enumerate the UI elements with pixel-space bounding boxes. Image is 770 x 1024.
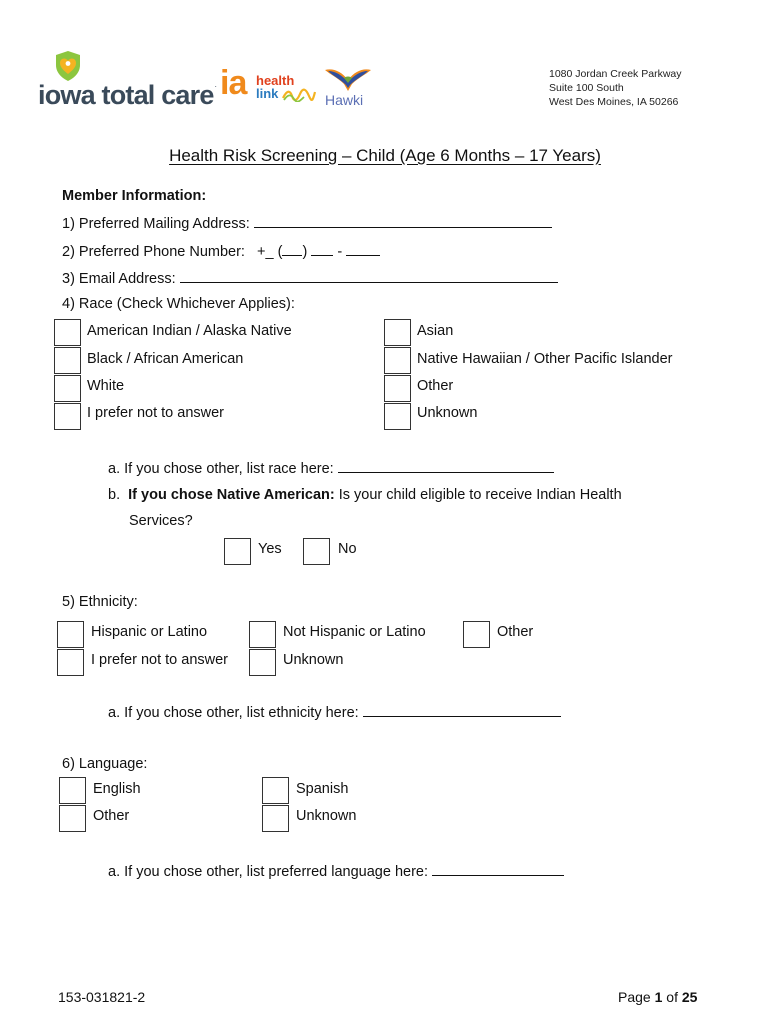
race-option-black: Black / African American bbox=[87, 351, 244, 367]
indian-health-yes-label: Yes bbox=[258, 541, 282, 557]
race-option-white: White bbox=[87, 378, 125, 394]
phone-area-code-field[interactable] bbox=[282, 242, 302, 256]
mailing-address-label: 1) Preferred Mailing Address: bbox=[62, 216, 250, 232]
race-checkbox-native-hawaiian[interactable] bbox=[384, 347, 411, 374]
language-checkbox-spanish[interactable] bbox=[262, 777, 289, 804]
language-other-field[interactable] bbox=[432, 862, 564, 876]
indian-health-prefix: b. bbox=[108, 487, 121, 503]
ethnicity-other-label: a. If you chose other, list ethnicity here: bbox=[108, 705, 359, 721]
race-checkbox-prefer-not[interactable] bbox=[54, 403, 81, 430]
language-checkbox-english[interactable] bbox=[59, 777, 86, 804]
language-option-english: English bbox=[93, 781, 141, 797]
ethnicity-checkbox-not-hispanic[interactable] bbox=[249, 621, 276, 648]
email-label: 3) Email Address: bbox=[62, 271, 176, 287]
email-field[interactable] bbox=[180, 269, 558, 283]
address-line-3: West Des Moines, IA 50266 bbox=[549, 96, 679, 108]
phone-paren-close: ) bbox=[302, 244, 308, 260]
indian-health-question bbox=[108, 487, 622, 503]
ethnicity-checkbox-prefer-not[interactable] bbox=[57, 649, 84, 676]
ethnicity-option-prefer-not: I prefer not to answer bbox=[91, 652, 229, 668]
hawk-icon bbox=[324, 66, 372, 92]
mailing-address-row bbox=[62, 214, 552, 232]
language-checkbox-unknown[interactable] bbox=[262, 805, 289, 832]
address-line-2: Suite 100 South bbox=[549, 82, 624, 94]
iowa-total-care-logo bbox=[38, 50, 217, 112]
page-prefix: Page bbox=[618, 989, 655, 1005]
heart-shield-icon bbox=[54, 50, 82, 82]
address-line-1: 1080 Jordan Creek Parkway bbox=[549, 68, 682, 80]
language-option-unknown: Unknown bbox=[296, 808, 357, 824]
race-other-row bbox=[108, 459, 554, 477]
page-number bbox=[618, 989, 697, 1005]
iowa-total-care-wordmark: iowa total care. bbox=[38, 80, 217, 110]
language-other-label: a. If you chose other, list preferred language here: bbox=[108, 864, 429, 880]
indian-health-no-checkbox[interactable] bbox=[303, 538, 330, 565]
ethnicity-other-row bbox=[108, 703, 561, 721]
page-of: of bbox=[662, 989, 682, 1005]
race-checkbox-asian[interactable] bbox=[384, 319, 411, 346]
ethnicity-label: 5) Ethnicity: bbox=[62, 594, 138, 610]
race-checkbox-unknown[interactable] bbox=[384, 403, 411, 430]
language-label: 6) Language: bbox=[62, 756, 148, 772]
ethnicity-option-unknown: Unknown bbox=[283, 652, 344, 668]
phone-plus: +_ bbox=[257, 244, 274, 260]
race-option-native-hawaiian: Native Hawaiian / Other Pacific Islander bbox=[417, 351, 673, 367]
race-other-field[interactable] bbox=[338, 459, 554, 473]
race-label: 4) Race (Check Whichever Applies): bbox=[62, 296, 295, 312]
language-option-spanish: Spanish bbox=[296, 781, 349, 797]
indian-health-yes-checkbox[interactable] bbox=[224, 538, 251, 565]
race-option-unknown: Unknown bbox=[417, 405, 478, 421]
page-current: 1 bbox=[654, 989, 663, 1005]
ethnicity-option-not-hispanic: Not Hispanic or Latino bbox=[283, 624, 426, 640]
language-checkbox-other[interactable] bbox=[59, 805, 86, 832]
ethnicity-option-other: Other bbox=[497, 624, 534, 640]
hawki-logo bbox=[322, 66, 376, 110]
member-info-heading: Member Information: bbox=[62, 188, 207, 204]
race-checkbox-black[interactable] bbox=[54, 347, 81, 374]
ethnicity-checkbox-other[interactable] bbox=[463, 621, 490, 648]
language-other-row bbox=[108, 862, 564, 880]
page-total: 25 bbox=[681, 989, 698, 1005]
indian-health-text-2: Services? bbox=[129, 513, 193, 529]
form-title: Health Risk Screening – Child (Age 6 Months – 17 Years) bbox=[169, 146, 601, 165]
indian-health-bold: If you chose Native American: bbox=[128, 487, 335, 503]
phone-line-field[interactable] bbox=[346, 242, 380, 256]
hawki-wordmark: Hawki bbox=[325, 92, 364, 108]
squiggle-icon bbox=[282, 88, 316, 102]
race-option-other: Other bbox=[417, 378, 454, 394]
link-wordmark: link bbox=[256, 86, 279, 101]
mailing-address-field[interactable] bbox=[254, 214, 552, 228]
race-checkbox-other[interactable] bbox=[384, 375, 411, 402]
ethnicity-checkbox-unknown[interactable] bbox=[249, 649, 276, 676]
ethnicity-checkbox-hispanic[interactable] bbox=[57, 621, 84, 648]
race-checkbox-white[interactable] bbox=[54, 375, 81, 402]
indian-health-text: Is your child eligible to receive Indian Health bbox=[334, 487, 622, 503]
race-option-prefer-not: I prefer not to answer bbox=[87, 405, 225, 421]
email-row bbox=[62, 269, 558, 287]
phone-prefix-field[interactable] bbox=[311, 242, 333, 256]
language-option-other: Other bbox=[93, 808, 130, 824]
form-id: 153-031821-2 bbox=[58, 989, 146, 1005]
phone-dash: - bbox=[337, 244, 343, 260]
ia-wordmark: ia bbox=[220, 64, 247, 102]
race-option-american-indian: American Indian / Alaska Native bbox=[87, 323, 292, 339]
indian-health-no-label: No bbox=[338, 541, 357, 557]
phone-number-label: 2) Preferred Phone Number: bbox=[62, 244, 245, 260]
ia-health-link-logo bbox=[220, 64, 312, 110]
phone-number-row bbox=[62, 242, 380, 260]
race-checkbox-american-indian[interactable] bbox=[54, 319, 81, 346]
phone-paren-open: ( bbox=[277, 244, 283, 260]
health-wordmark: health bbox=[256, 73, 295, 88]
race-option-asian: Asian bbox=[417, 323, 454, 339]
race-other-label: a. If you chose other, list race here: bbox=[108, 461, 334, 477]
ethnicity-option-hispanic: Hispanic or Latino bbox=[91, 624, 208, 640]
ethnicity-other-field[interactable] bbox=[363, 703, 561, 717]
